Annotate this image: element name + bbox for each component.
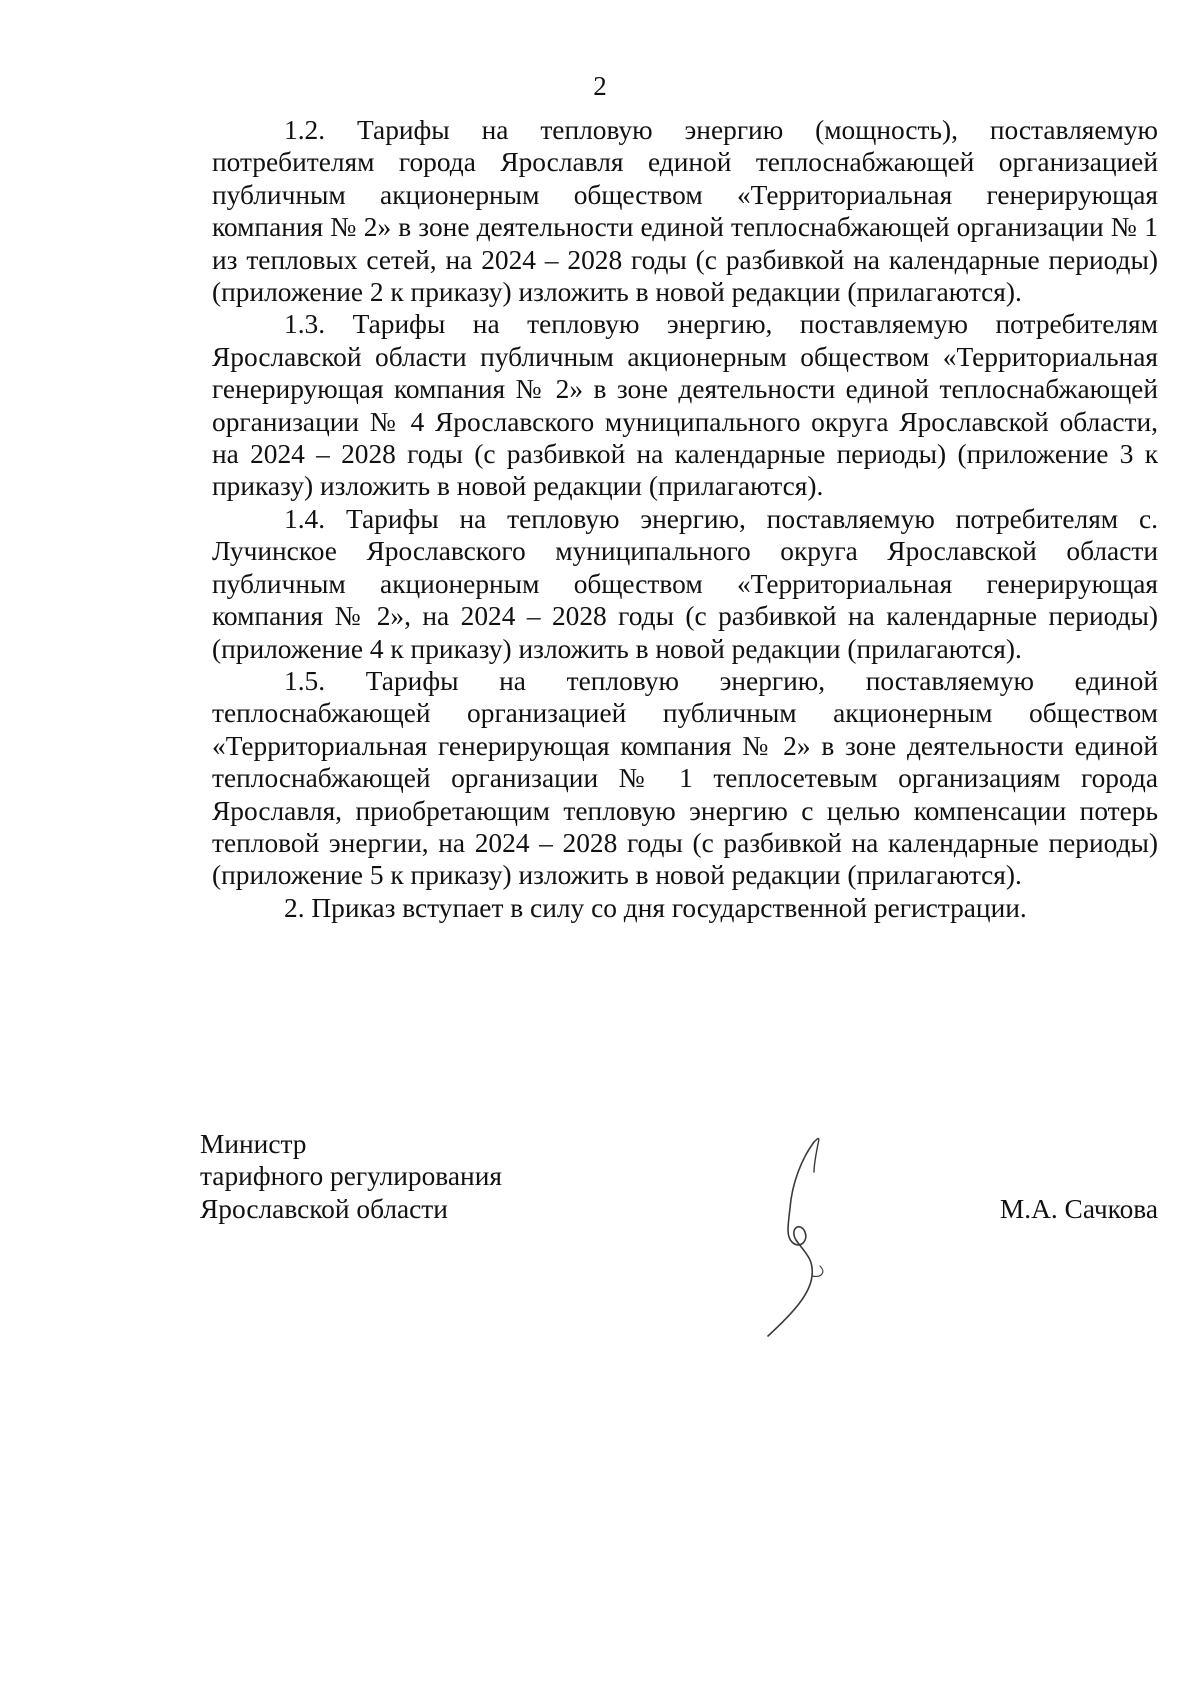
paragraph-1-5: 1.5. Тарифы на тепловую энергию, поставляемую единой теплоснабжающей организацией публичным акционерным обществом «Территориальная генерирующая компания № 2» в зоне деятельности единой теплоснабжающей организации № 1 теплосетевым организациям города Ярославля, приобретающим тепловую энергию с целью компенсации потерь тепловой энергии, на 2024 – 2028 годы (с разбивкой на календарные периоды) (приложение 5 к приказу) изложить в новой редакции (прилагаются). [212,665,1158,891]
paragraph-1-2: 1.2. Тарифы на тепловую энергию (мощность), поставляемую потребителям города Ярославля единой теплоснабжающей организацией публичным акционерным обществом «Территориальная генерирующая компания № 2» в зоне деятельности единой теплоснабжающей организации № 1 из тепловых сетей, на 2024 – 2028 годы (с разбивкой на календарные периоды) (приложение 2 к приказу) изложить в новой редакции (прилагаются). [212,115,1158,308]
paragraph-1-3: 1.3. Тарифы на тепловую энергию, поставляемую потребителям Ярославской области публичным акционерным обществом «Территориальная генерирующая компания № 2» в зоне деятельности единой теплоснабжающей организации № 4 Ярославского муниципального округа Ярославской области, на 2024 – 2028 годы (с разбивкой на календарные периоды) (приложение 3 к приказу) изложить в новой редакции (прилагаются). [212,309,1158,502]
signer-name: М.А. Сачкова [999,1194,1158,1224]
signer-title-line-3: Ярославской области [200,1193,448,1224]
paragraph-2: 2. Приказ вступает в силу со дня государственной регистрации. [284,892,1027,923]
signer-title [200,1128,502,1225]
handwritten-signature [762,1128,872,1340]
paragraph-1-4: 1.4. Тарифы на тепловую энергию, поставляемую потребителям с. Лучинское Ярославского муниципального округа Ярославской области публичным акционерным обществом «Территориальная генерирующая компания № 2», на 2024 – 2028 годы (с разбивкой на календарные периоды) (приложение 4 к приказу) изложить в новой редакции (прилагаются). [212,503,1158,664]
page-number: 2 [593,71,607,101]
document-body [212,114,1158,924]
signer-title-line-1: Министр [200,1129,307,1159]
signer-title-line-2: тарифного регулирования [200,1161,502,1192]
